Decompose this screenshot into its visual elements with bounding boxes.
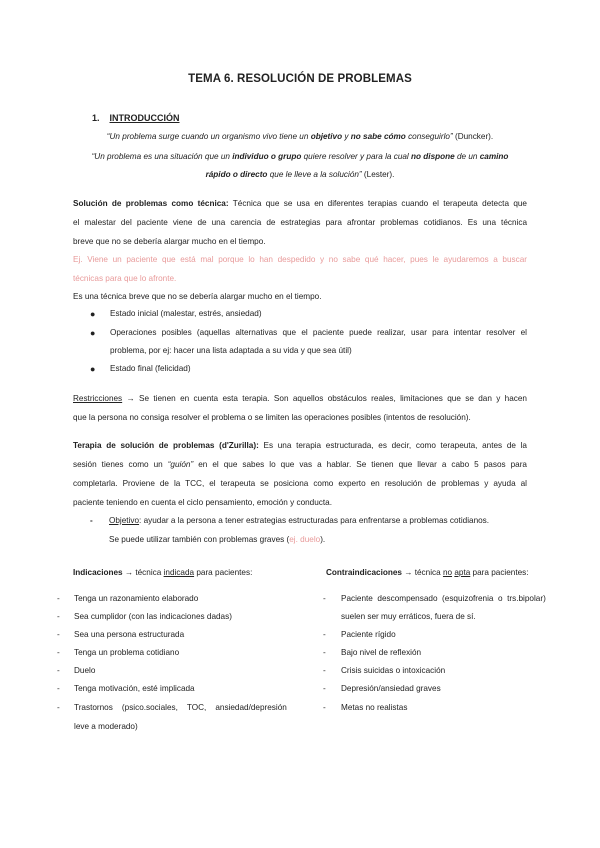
bullet-icon: ● (90, 364, 96, 374)
bullet-icon: ● (90, 328, 96, 338)
quote-lester: “Un problema es una situación que un individuo o grupo quiere resolver y para la cual no dispone de un camino rápido o directo que le lleve a la solución” (Lester). (91, 152, 509, 179)
restricciones-paragraph: Restricciones → Se tienen en cuenta esta terapia. Son aquellos obstáculos reales, limitaciones que se dan y hacen que la persona no consiga resolver el problema o se limiten las operaciones posibles (intentos de resolución). (73, 394, 527, 422)
solucion-paragraph: Solución de problemas como técnica: Técnica que se usa en diferentes terapias cuando el terapeuta detecta que el malestar del paciente viene de una carencia de estrategias para afrontar problemas cotidianos. Es una técnica breve que no se debería alargar mucho en el tiempo. (73, 199, 527, 246)
dash-icon: - (90, 516, 93, 525)
page-title: TEMA 6. RESOLUCIÓN DE PROBLEMAS (188, 73, 412, 85)
terapia-paragraph: Terapia de solución de problemas (d'Zurilla): Es una terapia estructurada, es decir, como terapeuta, antes de la sesión tienes como un “guión” en el que sabes lo que vas a hablar. Se tienen que llevar a cabo 5 pasos para completarla. Proviene de la TCC, el terapeuta se posiciona como experto en resolución de problemas y ayuda al paciente teniendo en cuenta el ciclo pensamiento, emoción y conducta. (73, 441, 527, 507)
section-label: INTRODUCCIÓN (109, 113, 180, 123)
bullet-icon: ● (90, 309, 96, 319)
section-number: 1. (92, 113, 100, 123)
section-heading (92, 113, 180, 123)
objetivo-item: - Objetivo: ayudar a la persona a tener estrategias estructuradas para enfrentarse a problemas cotidianos. Se puede utilizar también con problemas graves (ej. duelo). (90, 511, 527, 549)
contraindicaciones-heading: Contraindicaciones → técnica no apta para pacientes: (326, 568, 529, 577)
quote-duncker: “Un problema surge cuando un organismo vivo tiene un objetivo y no sabe cómo conseguirlo” (Duncker). (106, 132, 494, 141)
document-page: TEMA 6. RESOLUCIÓN DE PROBLEMAS 1. INTRODUCCIÓN “Un problema surge cuando un organismo vivo tiene un objetivo y no sabe cómo conseguirlo” (Duncker). “Un problema es una situación que un individuo o grupo quiere resolver y para la cual no dispone de un camino rápido o directo que le lleve a la solución” (Lester). Solución de problemas como técnica: Técnica que se usa en diferentes terapias cuando el terapeuta detecta que el malestar del paciente viene de una carencia de estrategias para afrontar problemas cotidianos. Es una técnica breve que no se debería alargar mucho en el tiempo. Ej. Viene un paciente que está mal porque lo han despedido y no sabe qué hacer, pues le ayudaremos a buscar técnicas para que lo afronte. Es una técnica breve que no se debería alargar mucho en el tiempo. ● Estado inicial (malestar, estrés, ansiedad) ● Operaciones posibles (aquellas alternativas que el paciente puede realizar, usar para intentar resolver el problema, por ej: hacer una lista adaptada a su vida y que sea útil) ● Estado final (felicidad) Restricciones → Se tienen en cuenta esta terapia. Son aquellos obstáculos reales, limitaciones que se dan y hacen que la persona no consiga resolver el problema o se limiten las operaciones posibles (intentos de resolución). Terapia de solución de problemas (d'Zurilla): Es una terapia estructurada, es decir, como terapeuta, antes de la sesión tienes como un “guión” en el que sabes lo que vas a hablar. Se tienen que llevar a cabo 5 pasos para completarla. Proviene de la TCC, el terapeuta se posiciona como experto en resolución de problemas y ayuda al paciente teniendo en cuenta el ciclo pensamiento, emoción y conducta. - Objetivo: ayudar a la persona a tener estrategias estructuradas para enfrentarse a problemas cotidianos. Se puede utilizar también con problemas graves (ej. duelo). Indicaciones → técnica indicada para pacientes: - Tenga un razonamiento elaborado - Sea cumplidor (con las indicaciones dadas) - Sea una persona estructurada - Tenga un problema cotidiano - Duelo - Tenga motivación, esté implicada - Trastornos (psico.sociales, TOC, ansiedad/depresión leve a moderado) Contraindicaciones → técnica no apta para pacientes: - Paciente descompensado (esquizofrenia o trs.bipolar) suelen ser muy erráticos, fuera de sí. - Paciente rígido - Bajo nivel de reflexión - Crisis suicidas o intoxicación - Depresión/ansiedad graves - Metas no realistas (0, 0, 600, 848)
example-paragraph: Ej. Viene un paciente que está mal porque lo han despedido y no sabe qué hacer, pues le ayudaremos a buscar técnicas para que lo afronte. (73, 255, 527, 283)
indicaciones-heading: Indicaciones → técnica indicada para pacientes: (73, 568, 253, 577)
brief-line: Es una técnica breve que no se debería alargar mucho en el tiempo. (73, 292, 322, 301)
